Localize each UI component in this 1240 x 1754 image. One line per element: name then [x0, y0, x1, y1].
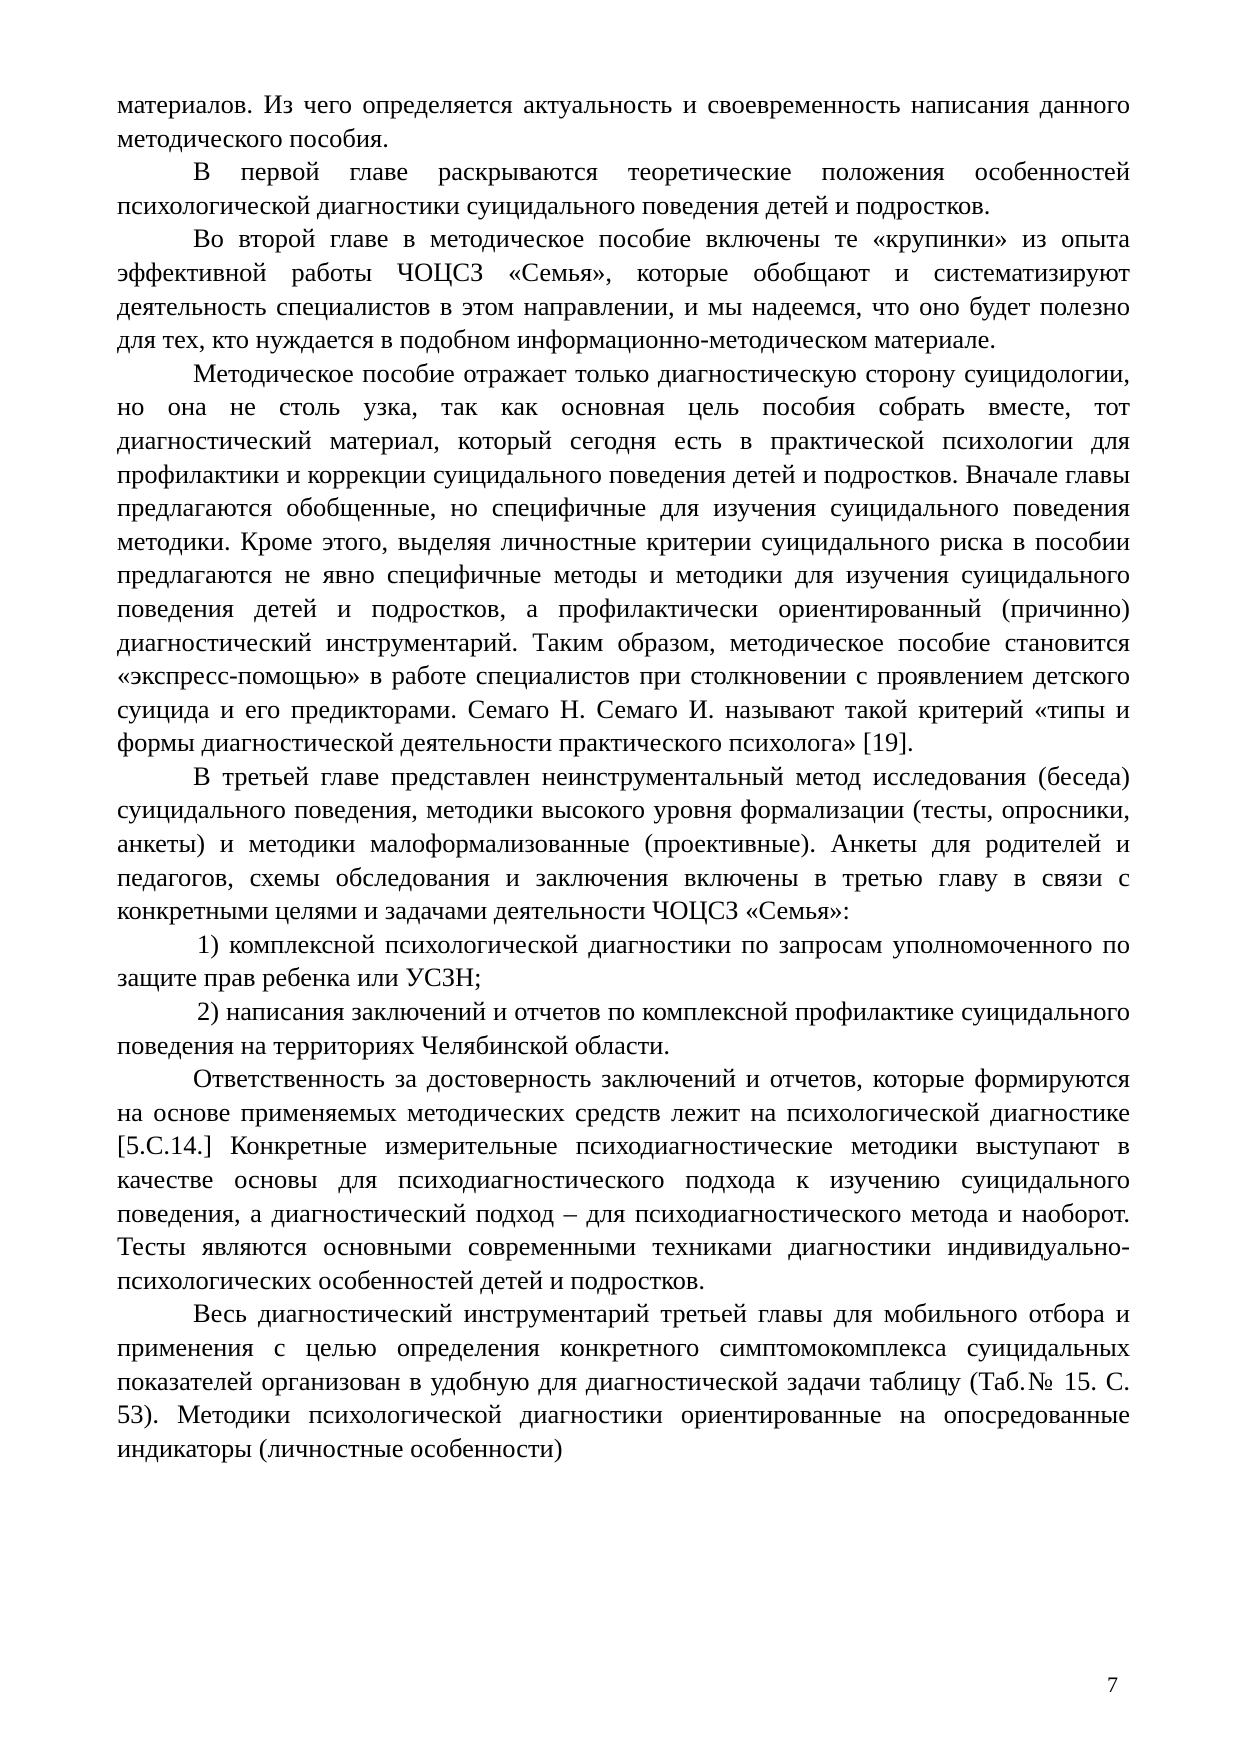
paragraph-responsibility: Ответственность за достоверность заключений и отчетов, которые формируются на основе применяемых методических средств лежит на психологической диагностике [5.С.14.] Конкретные измерительные психодиагностические методики выступают в качестве основы для психодиагностического подхода к изучению суицидального поведения, а диагностический подход – для психодиагностического метода и наоборот. Тесты являются основными современными техниками диагностики индивидуально-психологических особенностей детей и подростков.	[117, 1063, 1130, 1295]
paragraph-chapter-three: В третьей главе представлен неинструментальный метод исследования (беседа) суицидального поведения, методики высокого уровня формализации (тесты, опросники, анкеты) и методики малоформализованные (проективные). Анкеты для родителей и педагогов, схемы обследования и заключения включены в третью главу в связи с конкретными целями и задачами деятельности ЧОЦСЗ «Семья»:	[117, 760, 1130, 926]
document-page	[117, 88, 1130, 1465]
page-number: 7	[1107, 1672, 1118, 1697]
paragraph-manual-scope: Методическое пособие отражает только диагностическую сторону суицидологии, но она не столь узка, так как основная цель пособия собрать вместе, тот диагностический материал, который сегодня есть в практической психологии для профилактики и коррекции суицидального поведения детей и подростков. Вначале главы предлагаются обобщенные, но специфичные для изучения суицидального поведения методики. Кроме этого, выделяя личностные критерии суицидального риска в пособии предлагаются не явно специфичные методы и методики для изучения суицидального поведения детей и подростков, а профилактически ориентированный (причинно) диагностический инструментарий. Таким образом, методическое пособие становится «экспресс-помощью» в работе специалистов при столкновении с проявлением детского суицида и его предикторами. Семаго Н. Семаго И. называют такой критерий «типы и формы диагностической деятельности практического психолога» [19].	[117, 357, 1130, 758]
paragraph-chapter-two: Во второй главе в методическое пособие включены те «крупинки» из опыта эффективной работы ЧОЦСЗ «Семья», которые обобщают и систематизируют деятельность специалистов в этом направлении, и мы надеемся, что оно будет полезно для тех, кто нуждается в подобном информационно-методическом материале.	[117, 223, 1130, 355]
paragraph-toolkit: Весь диагностический инструментарий третьей главы для мобильного отбора и применения с целью определения конкретного симптомокомплекса суицидальных показателей организован в удобную для диагностической задачи таблицу (Таб.№ 15. С. 53). Методики психологической диагностики ориентированные на опосредованные индикаторы (личностные особенности)	[117, 1298, 1130, 1463]
list-item-1: 1) комплексной психологической диагностики по запросам уполномоченного по защите прав ребенка или УСЗН;	[117, 928, 1130, 993]
paragraph-intro-continuation: материалов. Из чего определяется актуальность и своевременность написания данного методического пособия.	[117, 89, 1130, 153]
list-item-2: 2) написания заключений и отчетов по комплексной профилактике суицидального поведения на территориях Челябинской области.	[117, 996, 1130, 1060]
paragraph-chapter-one: В первой главе раскрываются теоретические положения особенностей психологической диагностики суицидального поведения детей и подростков.	[117, 156, 1130, 220]
